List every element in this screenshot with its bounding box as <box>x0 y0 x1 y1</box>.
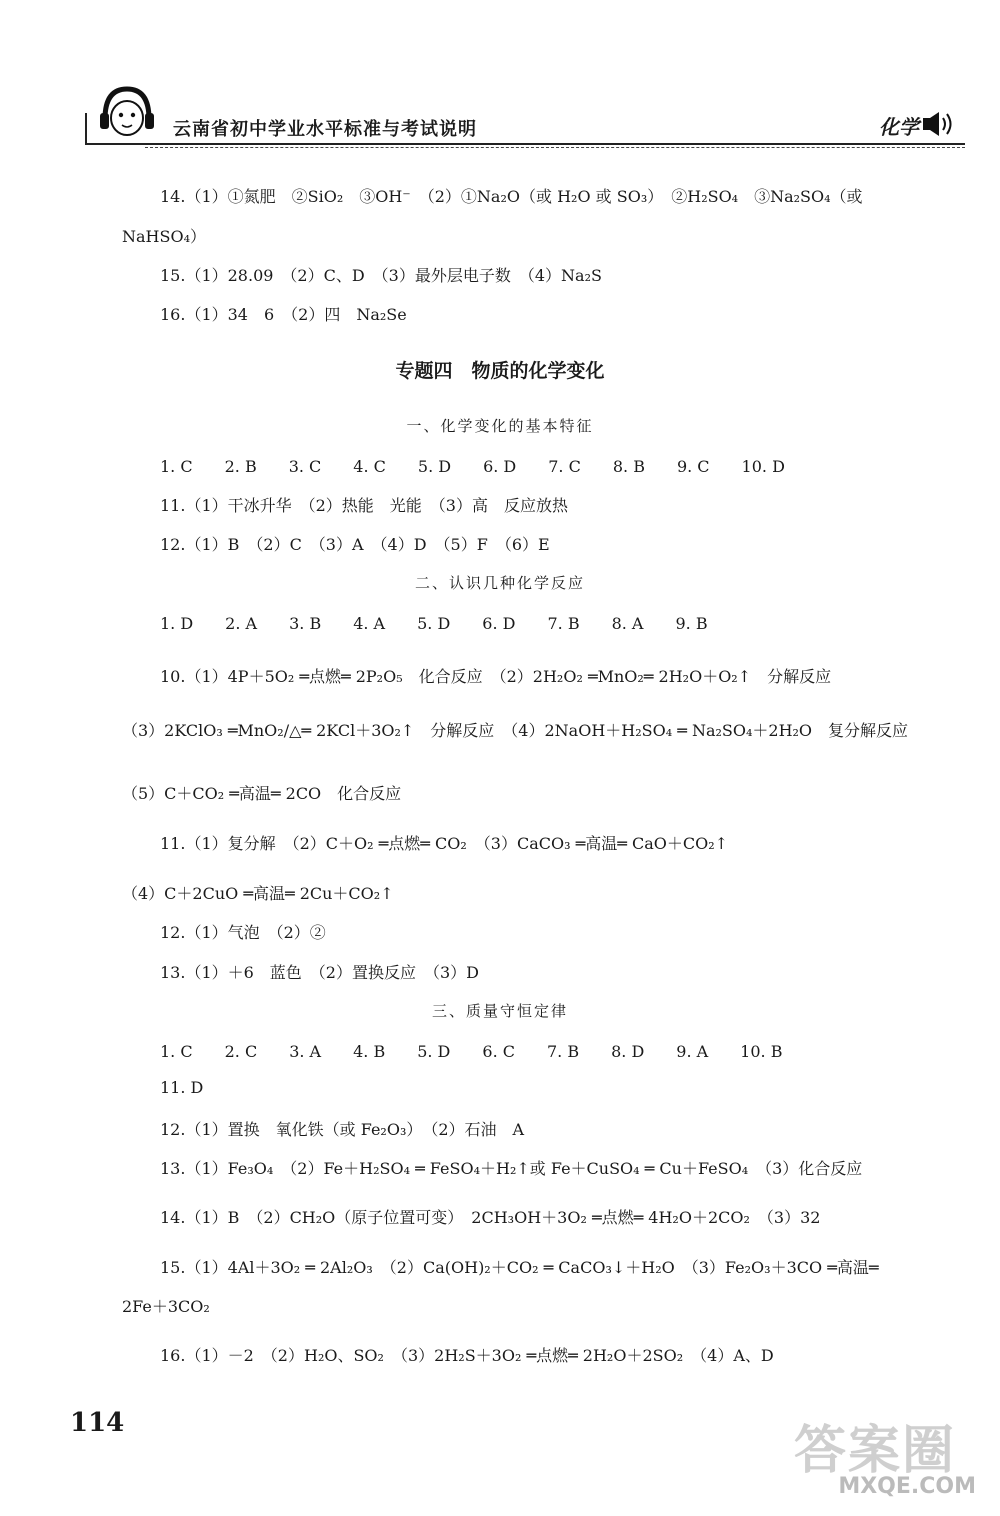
header-dashed-rule <box>145 147 965 148</box>
answer-line: 1. C 2. C 3. A 4. B 5. D 6. C 7. B 8. D 9. A 10. B <box>160 1042 783 1061</box>
page-number: 114 <box>70 1408 125 1438</box>
answer-line: 1. C 2. B 3. C 4. C 5. D 6. D 7. C 8. B 9. C 10. D <box>160 457 785 476</box>
answer-line: 14.（1）B （2）CH₂O（原子位置可变） 2CH₃OH＋3O₂ ═点燃═ 4H₂O＋2CO₂ （3）32 <box>160 1208 821 1227</box>
answer-line: 14.（1）①氮肥 ②SiO₂ ③OH⁻ （2）①Na₂O（或 H₂O 或 SO₃） ②H₂SO₄ ③Na₂SO₄（或 <box>160 187 863 206</box>
answer-line: 15.（1）28.09 （2）C、D （3）最外层电子数 （4）Na₂S <box>160 266 602 285</box>
answer-line: 15.（1）4Al＋3O₂ ═ 2Al₂O₃ （2）Ca(OH)₂＋CO₂ ═ CaCO₃↓＋H₂O （3）Fe₂O₃＋3CO ═高温═ <box>160 1258 879 1277</box>
answer-line: 13.（1）Fe₃O₄ （2）Fe＋H₂SO₄ ═ FeSO₄＋H₂↑或 Fe＋CuSO₄ ═ Cu＋FeSO₄ （3）化合反应 <box>160 1159 863 1178</box>
answer-line: NaHSO₄） <box>122 227 206 246</box>
answer-line: 10.（1）4P＋5O₂ ═点燃═ 2P₂O₅ 化合反应 （2）2H₂O₂ ═MnO₂═ 2H₂O＋O₂↑ 分解反应 <box>160 667 832 686</box>
subsection-title: 二、认识几种化学反应 <box>414 574 585 592</box>
watermark <box>766 1408 986 1508</box>
answer-line: 11. D <box>160 1078 204 1097</box>
speaker-icon <box>921 109 955 139</box>
headphone-mascot-icon <box>97 85 157 141</box>
answer-line: （4）C＋2CuO ═高温═ 2Cu＋CO₂↑ <box>122 884 394 903</box>
answer-line: 11.（1）复分解 （2）C＋O₂ ═点燃═ CO₂ （3）CaCO₃ ═高温═ CaO＋CO₂↑ <box>160 834 729 853</box>
page-header <box>85 85 965 155</box>
answer-line: （5）C＋CO₂ ═高温═ 2CO 化合反应 <box>122 784 402 803</box>
answer-line: 12.（1）气泡 （2）② <box>160 923 326 942</box>
subsection-title: 一、化学变化的基本特征 <box>406 417 594 435</box>
answer-line: 13.（1）＋6 蓝色 （2）置换反应 （3）D <box>160 963 479 982</box>
answer-line: （3）2KClO₃ ═MnO₂/△═ 2KCl＋3O₂↑ 分解反应 （4）2NaOH＋H₂SO₄ ═ Na₂SO₄＋2H₂O 复分解反应 <box>122 721 909 740</box>
answer-line: 16.（1）－2 （2）H₂O、SO₂ （3）2H₂S＋3O₂ ═点燃═ 2H₂O＋2SO₂ （4）A、D <box>160 1346 774 1365</box>
section-title: 专题四 物质的化学变化 <box>395 360 605 382</box>
answer-line: 11.（1）干冰升华 （2）热能 光能 （3）高 反应放热 <box>160 496 568 515</box>
header-left-bar <box>85 113 87 143</box>
header-rule <box>85 143 965 145</box>
subject-label: 化学 <box>879 115 919 139</box>
answer-line: 16.（1）34 6 （2）四 Na₂Se <box>160 305 407 324</box>
subsection-title: 三、质量守恒定律 <box>431 1002 568 1020</box>
watermark-logo-text: 答案圈 <box>793 1421 956 1481</box>
watermark-url: MXQE.COM <box>838 1474 976 1499</box>
answer-line: 12.（1）置换 氧化铁（或 Fe₂O₃） （2）石油 A <box>160 1120 525 1139</box>
answer-line: 12.（1）B （2）C （3）A （4）D （5）F （6）E <box>160 535 550 554</box>
answer-line: 1. D 2. A 3. B 4. A 5. D 6. D 7. B 8. A 9. B <box>160 614 708 633</box>
answer-line: 2Fe＋3CO₂ <box>122 1297 210 1316</box>
book-title: 云南省初中学业水平标准与考试说明 <box>173 119 477 140</box>
